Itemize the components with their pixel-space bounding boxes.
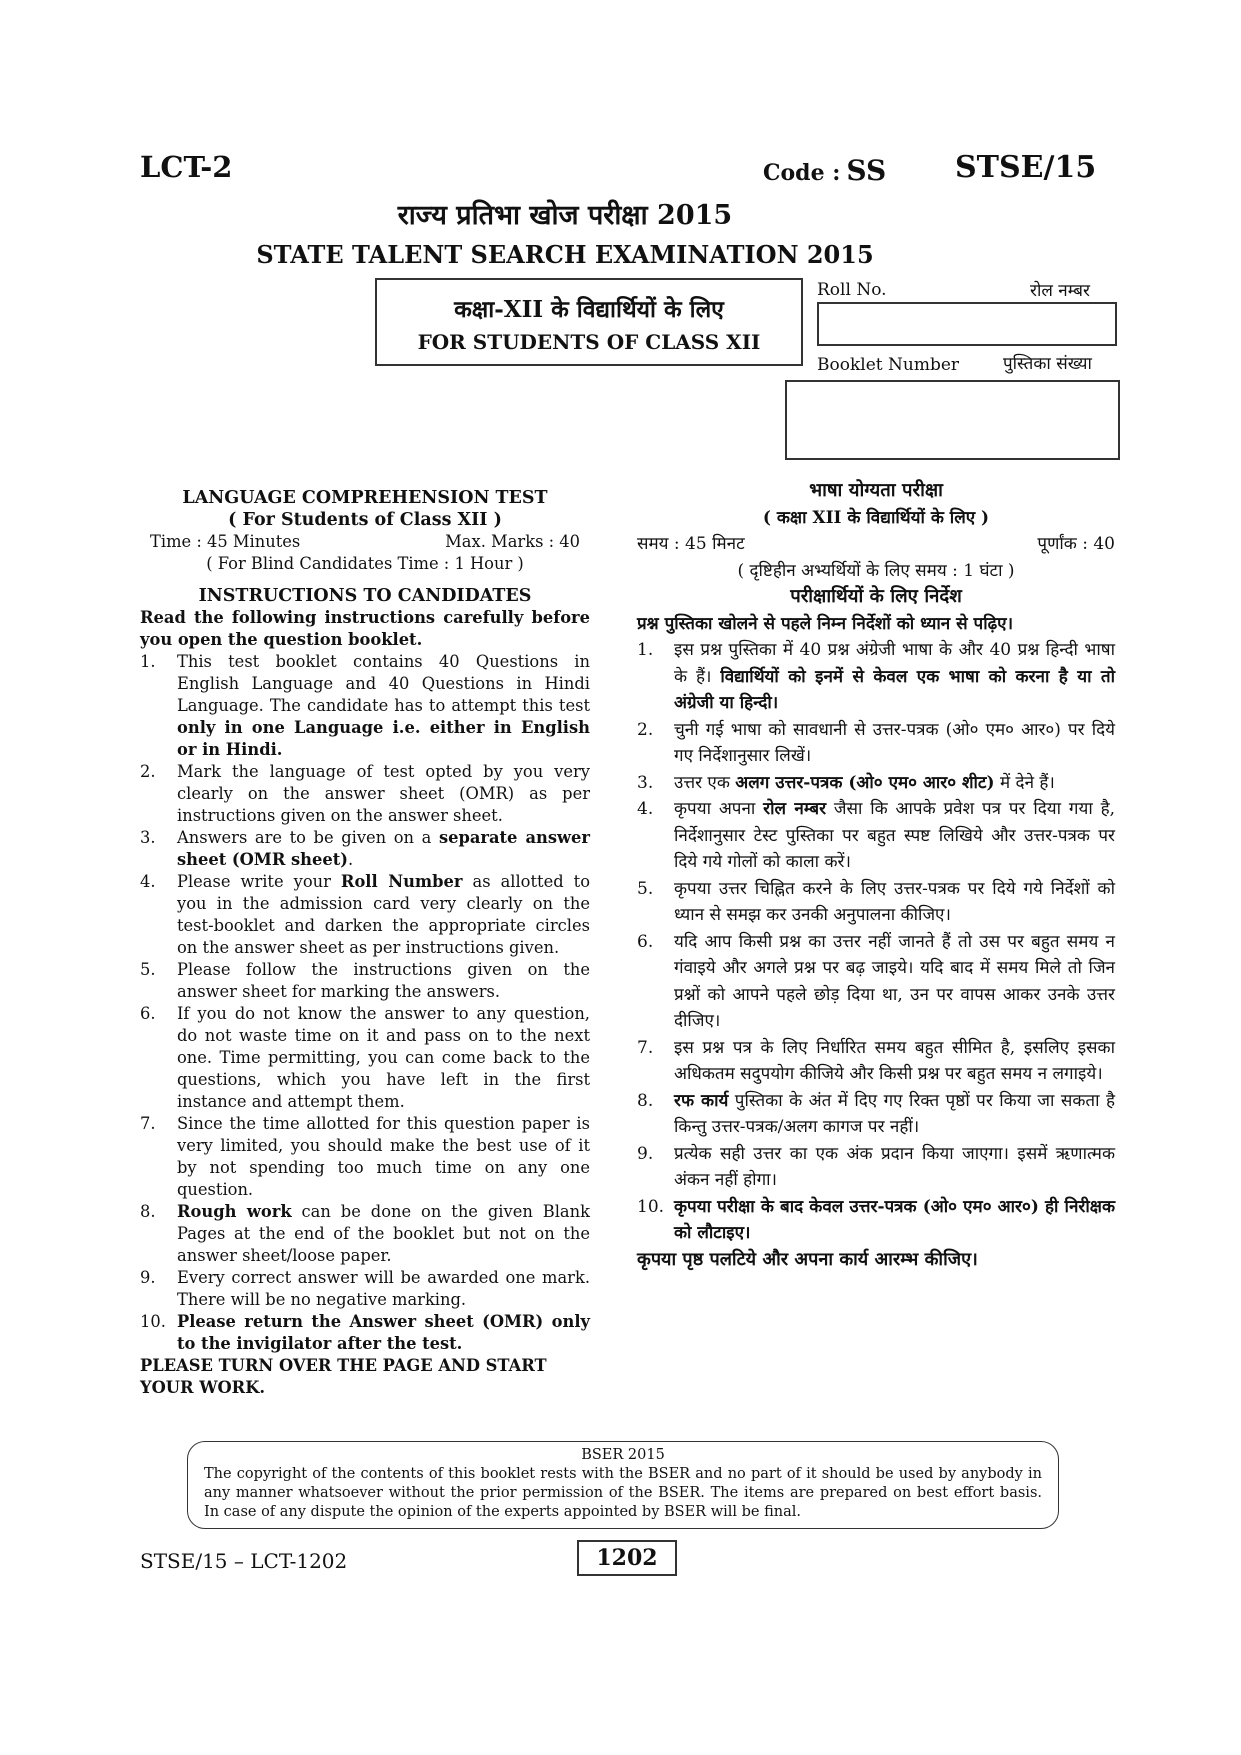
instruction-text xyxy=(674,1088,1115,1141)
english-instruction-item xyxy=(140,871,590,959)
instruction-pre: यदि आप किसी प्रश्न का उत्तर नहीं जानते हैं तो उस पर बहुत समय न गंवाइये और अगले प्रश्न पर बढ़ जाइये। यदि बाद में समय मिले तो जिन प्रश्नों को आपने पहले छोड़ दिया था, उन पर वापस आकर उनके उत्तर दीजिए। xyxy=(674,931,1115,1031)
instruction-pre: Answers are to be given on a xyxy=(177,828,439,847)
instruction-text xyxy=(177,1201,590,1267)
instruction-number: 3. xyxy=(140,828,156,847)
hindi-marks: पूर्णांक : 40 xyxy=(1037,534,1115,554)
roll-label-english: Roll No. xyxy=(817,280,887,300)
instruction-bold: only in one Language i.e. either in English or in Hindi. xyxy=(177,718,590,759)
instruction-text xyxy=(674,770,1115,797)
hindi-instructions xyxy=(637,478,1115,1273)
english-instruction-item xyxy=(140,959,590,1003)
instruction-number: 9. xyxy=(637,1143,654,1164)
class-label-english: FOR STUDENTS OF CLASS XII xyxy=(417,330,761,354)
copyright-caption: BSER 2015 xyxy=(581,1447,665,1463)
english-blind: ( For Blind Candidates Time : 1 Hour ) xyxy=(206,554,524,573)
copyright-text: The copyright of the contents of this booklet rests with the BSER and no part of it should be used by anybody in any manner whatsoever without the prior permission of the BSER. The items are prepared on best effort basis. In case of any dispute the opinion of the experts appointed by BSER will be final. xyxy=(204,1466,1042,1520)
instruction-post: जैसा कि आपके प्रवेश पत्र पर दिया गया है, निर्देशानुसार टेस्ट पुस्तिका पर बहुत स्पष्ट लिखिये और उत्तर-पत्रक पर दिये गये गोलों को काला करें। xyxy=(674,799,1116,872)
instruction-number: 5. xyxy=(140,960,156,979)
instruction-text xyxy=(177,1003,590,1113)
instruction-text xyxy=(674,717,1115,770)
instruction-number: 4. xyxy=(140,872,156,891)
hindi-time: समय : 45 मिनट xyxy=(637,534,745,554)
hindi-instruction-item xyxy=(637,929,1115,1035)
instruction-number: 6. xyxy=(140,1004,156,1023)
instruction-text xyxy=(674,1194,1115,1247)
class-box xyxy=(375,278,803,366)
instruction-bold: कृपया परीक्षा के बाद केवल उत्तर-पत्रक (ओ० एम० आर०) ही निरीक्षक को लौटाइए। xyxy=(674,1196,1115,1243)
instruction-pre: This test booklet contains 40 Questions in English Language and 40 Questions in Hindi Language. The candidate has to attempt this test xyxy=(177,652,590,715)
instruction-bold: विद्यार्थियों को इनमें से केवल एक भाषा को करना है या तो अंग्रेजी या हिन्दी। xyxy=(674,666,1115,713)
instruction-bold: Rough work xyxy=(177,1202,292,1221)
booklet-number-box[interactable] xyxy=(785,380,1120,460)
instruction-post: में देने हैं। xyxy=(994,772,1055,793)
instruction-text xyxy=(674,1035,1115,1088)
english-instruction-item xyxy=(140,1267,590,1311)
instruction-post: पुस्तिका के अंत में दिए गए रिक्त पृष्ठों पर किया जा सकता है किन्तु उत्तर-पत्रक/अलग कागज पर नहीं। xyxy=(674,1090,1115,1137)
instruction-pre: कृपया उत्तर चिह्नित करने के लिए उत्तर-पत्रक पर दिये गये निर्देशों को ध्यान से समझ कर उनकी अनुपालना कीजिए। xyxy=(674,878,1115,925)
hindi-time-row xyxy=(637,531,1115,558)
booklet-label-english: Booklet Number xyxy=(817,355,960,375)
roll-number-box[interactable] xyxy=(817,302,1117,346)
english-instr-heading: INSTRUCTIONS TO CANDIDATES xyxy=(198,586,532,606)
instruction-number: 9. xyxy=(140,1268,156,1287)
instruction-bold: separate answer sheet (OMR sheet) xyxy=(177,828,590,869)
hindi-instruction-item xyxy=(637,770,1115,797)
code-label: Code : xyxy=(763,160,841,186)
exam-title-english: STATE TALENT SEARCH EXAMINATION 2015 xyxy=(256,240,874,269)
instruction-text xyxy=(177,1267,590,1311)
instruction-pre: If you do not know the answer to any question, do not waste time on it and pass on to the next one. Time permitting, you can come back to the questions, which you have left in the first instance and attempt them. xyxy=(177,1004,590,1111)
english-instruction-item xyxy=(140,1003,590,1113)
english-instruction-item xyxy=(140,827,590,871)
english-instruction-item xyxy=(140,1113,590,1201)
instruction-pre: Please follow the instructions given on the answer sheet for marking the answers. xyxy=(177,960,590,1001)
hindi-heading: भाषा योग्यता परीक्षा xyxy=(809,480,943,501)
instruction-number: 8. xyxy=(637,1090,654,1111)
hindi-instr-heading: परीक्षार्थियों के लिए निर्देश xyxy=(790,586,962,607)
instruction-number: 7. xyxy=(637,1037,654,1058)
english-instruction-item xyxy=(140,1201,590,1267)
stse-code: STSE/15 xyxy=(955,150,1097,185)
english-instruction-item xyxy=(140,651,590,761)
hindi-instruction-item xyxy=(637,1035,1115,1088)
english-closing: PLEASE TURN OVER THE PAGE AND START YOUR WORK. xyxy=(140,1356,547,1397)
booklet-label-hindi: पुस्तिका संख्या xyxy=(1003,354,1092,374)
english-subheading: ( For Students of Class XII ) xyxy=(228,510,502,530)
instruction-number: 1. xyxy=(140,652,156,671)
english-instruction-item xyxy=(140,1311,590,1355)
roll-label-hindi: रोल नम्बर xyxy=(1030,281,1090,301)
english-marks: Max. Marks : 40 xyxy=(445,532,580,551)
instruction-number: 10. xyxy=(140,1312,166,1331)
instruction-number: 10. xyxy=(637,1196,665,1217)
instruction-bold: Please return the Answer sheet (OMR) only to the invigilator after the test. xyxy=(177,1312,590,1353)
instruction-text xyxy=(177,827,590,871)
english-instruction-item xyxy=(140,761,590,827)
instruction-pre: इस प्रश्न पुस्तिका में 40 प्रश्न अंग्रेजी भाषा के और 40 प्रश्न हिन्दी भाषा के हैं। xyxy=(674,640,1115,687)
hindi-instruction-item xyxy=(637,717,1115,770)
instruction-text xyxy=(177,959,590,1003)
instruction-bold: रफ कार्य xyxy=(674,1090,729,1111)
hindi-subheading: ( कक्षा XII के विद्यार्थियों के लिए ) xyxy=(762,507,990,528)
english-heading: LANGUAGE COMPREHENSION TEST xyxy=(182,488,548,508)
instruction-pre: प्रत्येक सही उत्तर का एक अंक प्रदान किया जाएगा। इसमें ऋणात्मक अंकन नहीं होगा। xyxy=(674,1143,1115,1190)
english-time-row xyxy=(140,531,590,553)
instruction-number: 2. xyxy=(637,719,654,740)
instruction-pre: कृपया अपना xyxy=(674,799,764,819)
instruction-pre: Every correct answer will be awarded one mark. There will be no negative marking. xyxy=(177,1268,590,1309)
instruction-text xyxy=(177,1311,590,1355)
english-time: Time : 45 Minutes xyxy=(150,532,301,551)
hindi-closing: कृपया पृष्ठ पलटिये और अपना कार्य आरम्भ कीजिए। xyxy=(637,1248,978,1270)
instruction-number: 6. xyxy=(637,931,654,952)
class-label-hindi: कक्षा-XII के विद्यार्थियों के लिए xyxy=(454,296,724,323)
instruction-text xyxy=(177,871,590,959)
exam-title-hindi: राज्य प्रतिभा खोज परीक्षा 2015 xyxy=(397,200,733,231)
hindi-instruction-item xyxy=(637,637,1115,717)
instruction-text xyxy=(674,929,1115,1035)
instruction-text xyxy=(674,796,1115,876)
page-number: 1202 xyxy=(577,1540,677,1576)
instruction-text xyxy=(674,637,1115,717)
instruction-pre: चुनी गई भाषा को सावधानी से उत्तर-पत्रक (ओ० एम० आर०) पर दिये गए निर्देशानुसार लिखें। xyxy=(674,719,1115,766)
instruction-bold: रोल नम्बर xyxy=(763,799,827,819)
english-instructions xyxy=(140,487,590,1399)
instruction-text xyxy=(177,651,590,761)
copyright-box xyxy=(187,1441,1059,1529)
hindi-instruction-item xyxy=(637,876,1115,929)
lct-code: LCT-2 xyxy=(140,150,233,184)
instruction-bold: Roll Number xyxy=(340,872,463,891)
hindi-instruction-item xyxy=(637,1141,1115,1194)
instruction-text xyxy=(177,761,590,827)
instruction-pre: Please write your xyxy=(177,872,341,891)
paper-code xyxy=(763,154,886,187)
instruction-text xyxy=(177,1113,590,1201)
english-intro: Read the following instructions carefully before you open the question booklet. xyxy=(140,608,590,649)
instruction-text xyxy=(674,1141,1115,1194)
instruction-number: 2. xyxy=(140,762,156,781)
instruction-pre: Mark the language of test opted by you very clearly on the answer sheet (OMR) as per instructions given on the answer sheet. xyxy=(177,762,590,825)
instruction-pre: Since the time allotted for this question paper is very limited, you should make the best use of it by not spending too much time on any one question. xyxy=(177,1114,590,1199)
instruction-number: 1. xyxy=(637,640,654,660)
instruction-number: 8. xyxy=(140,1202,156,1221)
instruction-number: 7. xyxy=(140,1114,156,1133)
english-instruction-list xyxy=(140,651,590,1355)
instruction-post: can be done on the given Blank Pages at the end of the booklet but not on the answer sheet/loose paper. xyxy=(177,1202,590,1265)
hindi-intro: प्रश्न पुस्तिका खोलने से पहले निम्न निर्देशों को ध्यान से पढ़िए। xyxy=(637,613,1014,634)
footer-code: STSE/15 – LCT-1202 xyxy=(140,1549,348,1573)
instruction-text xyxy=(674,876,1115,929)
instruction-pre: उत्तर एक xyxy=(674,772,736,793)
instruction-post: as allotted to you in the admission card very clearly on the test-booklet and darken the appropriate circles on the answer sheet as per instructions given. xyxy=(177,872,590,957)
code-value: SS xyxy=(846,154,887,187)
hindi-instruction-item xyxy=(637,796,1115,876)
instruction-post: . xyxy=(347,850,354,869)
instruction-number: 3. xyxy=(637,772,654,793)
hindi-instruction-item xyxy=(637,1194,1115,1247)
hindi-instruction-list xyxy=(637,637,1115,1247)
hindi-blind: ( दृष्टिहीन अभ्यर्थियों के लिए समय : 1 घंटा ) xyxy=(737,560,1015,581)
hindi-instruction-item xyxy=(637,1088,1115,1141)
instruction-number: 4. xyxy=(637,799,654,819)
instruction-number: 5. xyxy=(637,878,654,899)
instruction-pre: इस प्रश्न पत्र के लिए निर्धारित समय बहुत सीमित है, इसलिए इसका अधिकतम सदुपयोग कीजिये और किसी प्रश्न पर बहुत समय न लगाइये। xyxy=(674,1037,1115,1084)
instruction-bold: अलग उत्तर-पत्रक (ओ० एम० आर० शीट) xyxy=(735,772,995,793)
